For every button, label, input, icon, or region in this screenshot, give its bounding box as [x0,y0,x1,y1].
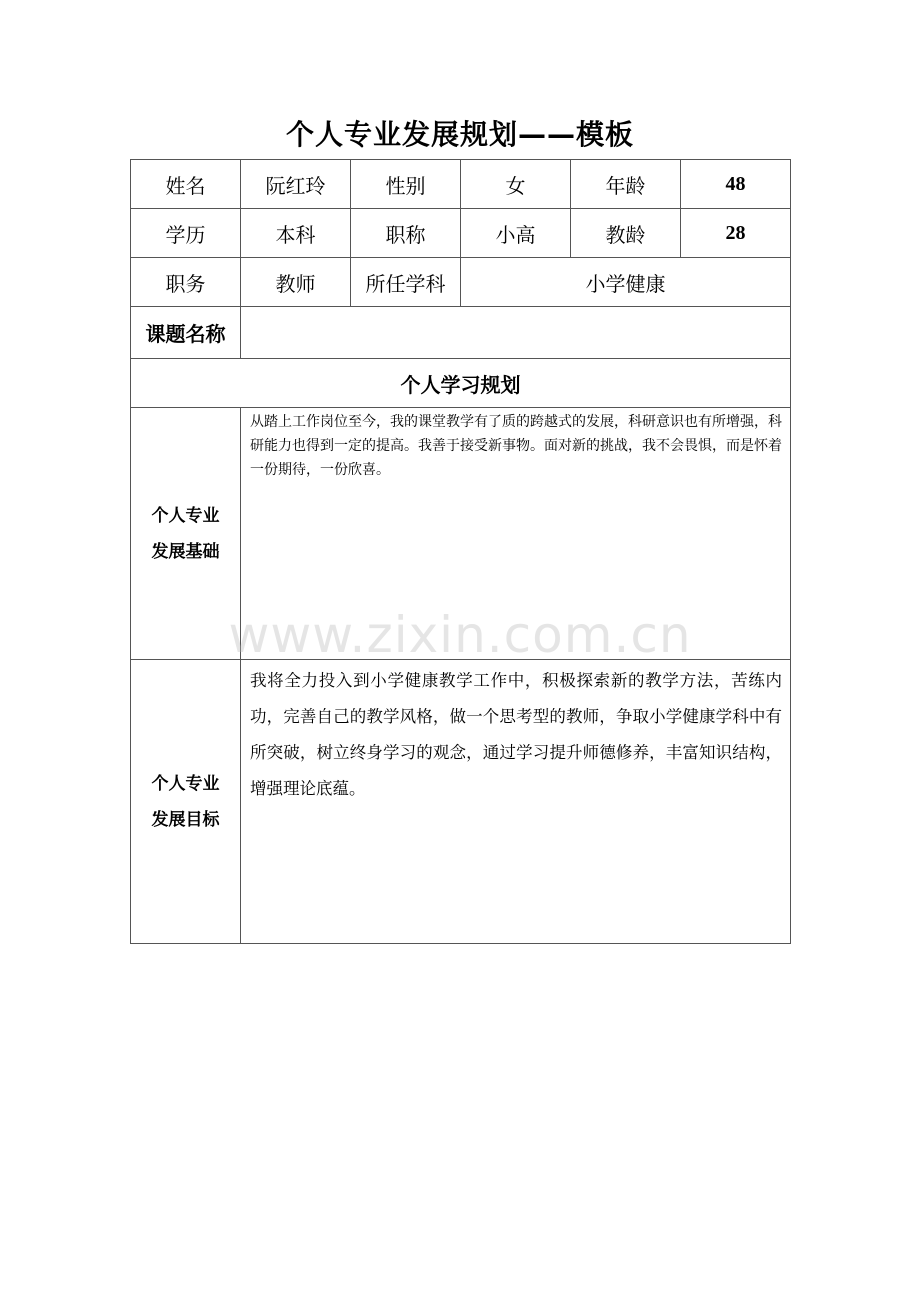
basis-text-cell [241,408,791,660]
age-label: 年龄 [571,160,681,209]
goal-label-line-2: 发展目标 [151,809,220,830]
teaching-years-value: 28 [681,209,791,258]
goal-label [131,660,241,944]
document-title: 个人专业发展规划——模板 [285,118,634,151]
basis-label [131,408,241,660]
subject-label: 所任学科 [351,258,461,307]
watermark: www.zixin.com.cn [228,606,692,664]
basis-label-line-1: 个人专业 [151,505,220,526]
row-project [131,307,791,359]
education-label: 学历 [131,209,241,258]
row-position-info [131,258,791,307]
gender-label: 性别 [351,160,461,209]
row-education-info [131,209,791,258]
row-section-title [131,359,791,408]
education-value: 本科 [241,209,351,258]
row-development-goal [131,660,791,944]
goal-text-cell [241,660,791,944]
teaching-years-label: 教龄 [571,209,681,258]
basis-label-line-2: 发展基础 [151,541,220,562]
row-basic-info [131,160,791,209]
position-label: 职务 [131,258,241,307]
row-development-basis [131,408,791,660]
project-value [241,307,791,359]
goal-label-line-1: 个人专业 [151,773,220,794]
subject-value: 小学健康 [461,258,791,307]
position-value: 教师 [241,258,351,307]
name-label: 姓名 [131,160,241,209]
age-value: 48 [681,160,791,209]
basis-text: 从踏上工作岗位至今，我的课堂教学有了质的跨越式的发展，科研意识也有所增强，科研能力也得到一定的提高。我善于接受新事物。面对新的挑战，我不会畏惧，而是怀着一份期待，一份欣喜。 [250,414,782,478]
name-value: 阮红玲 [241,160,351,209]
professional-title-label: 职称 [351,209,461,258]
gender-value: 女 [461,160,571,209]
project-label: 课题名称 [131,307,241,359]
professional-title-value: 小高 [461,209,571,258]
info-form-table [130,159,791,944]
goal-text: 我将全力投入到小学健康教学工作中，积极探索新的教学方法，苦练内功，完善自己的教学风格，做一个思考型的教师，争取小学健康学科中有所突破，树立终身学习的观念，通过学习提升师德修养，丰富知识结构，增强理论底蕴。 [250,671,782,798]
section-title: 个人学习规划 [131,359,791,408]
